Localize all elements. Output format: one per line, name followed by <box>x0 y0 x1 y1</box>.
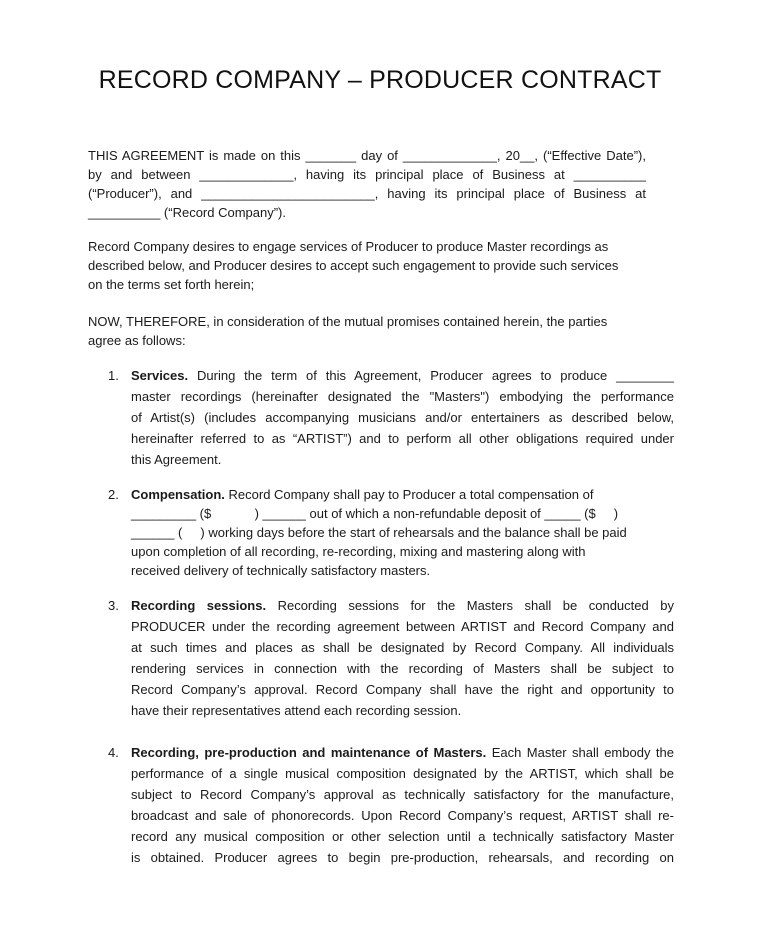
section-line: performance of a single musical composition designated by the ARTIST, which shall be <box>131 766 674 781</box>
now-line: NOW, THEREFORE, in consideration of the mutual promises contained herein, the parties <box>88 314 608 329</box>
section-first-line <box>131 742 674 763</box>
section-line: rendering services in connection with the recording of Masters shall be subject to <box>131 661 674 676</box>
intro-line: (“Producer”), and ________________________, having its principal place of Business at <box>88 186 646 201</box>
section-line: ______ ( ) working days before the start of rehearsals and the balance shall be paid <box>131 525 627 540</box>
section-body <box>131 595 674 721</box>
section-first-line-text: During the term of this Agreement, Producer agrees to produce ________ <box>188 368 674 383</box>
section-number: 3. <box>108 598 119 613</box>
section-number: 2. <box>108 487 119 502</box>
section-line: broadcast and sale of phonorecords. Upon Record Company’s request, ARTIST shall re- <box>131 808 674 823</box>
contract-title: RECORD COMPANY – PRODUCER CONTRACT <box>98 66 662 94</box>
section-heading: Recording sessions. <box>131 598 267 613</box>
intro-line: THIS AGREEMENT is made on this _______ day of _____________, 20__, (“Effective Date”), <box>88 148 646 163</box>
intro-line: by and between _____________, having its principal place of Business at __________ <box>88 167 646 182</box>
section-number: 4. <box>108 745 119 760</box>
section-body <box>131 485 674 580</box>
desire-paragraph <box>88 237 646 294</box>
section-line: of Artist(s) (includes accompanying musicians and/or entertainers as described below, <box>131 410 674 425</box>
section-line: hereinafter referred to as “ARTIST”) and to perform all other obligations required under <box>131 431 674 446</box>
section-body <box>131 742 674 868</box>
intro-paragraph <box>88 146 646 222</box>
section-first-line-text: Record Company shall pay to Producer a total compensation of <box>224 487 594 502</box>
section-first-line-text: Recording sessions for the Masters shall be conducted by <box>266 598 674 613</box>
now-line: agree as follows: <box>88 333 186 348</box>
section-line: have their representatives attend each recording session. <box>131 703 462 718</box>
section-line: master recordings (hereinafter designated the "Masters") embodying the performance <box>131 389 674 404</box>
section-number: 1. <box>108 368 119 383</box>
desire-line: on the terms set forth herein; <box>88 277 255 292</box>
section-line: PRODUCER under the recording agreement between ARTIST and Record Company and <box>131 619 674 634</box>
section-first-line <box>131 485 674 504</box>
section-heading: Services. <box>131 368 189 383</box>
section-line: at such times and places as shall be designated by Record Company. All individuals <box>131 640 674 655</box>
section-heading: Recording, pre-production and maintenance of Masters. <box>131 745 487 760</box>
section-body <box>131 365 674 470</box>
section-line: subject to Record Company’s approval as technically satisfactory for the manufacture, <box>131 787 674 802</box>
section-line: record any musical composition or other selection until a technically satisfactory Master <box>131 829 674 844</box>
section-first-line <box>131 365 674 386</box>
section-line: is obtained. Producer agrees to begin pre-production, rehearsals, and recording on <box>131 850 674 865</box>
section-line: received delivery of technically satisfactory masters. <box>131 563 431 578</box>
desire-line: Record Company desires to engage services of Producer to produce Master recordings as <box>88 239 609 254</box>
section-first-line <box>131 595 674 616</box>
intro-line: __________ (“Record Company”). <box>88 205 286 220</box>
section-line: upon completion of all recording, re-recording, mixing and mastering along with <box>131 544 586 559</box>
desire-line: described below, and Producer desires to accept such engagement to provide such services <box>88 258 619 273</box>
section-line: this Agreement. <box>131 452 222 467</box>
section-heading: Compensation. <box>131 487 225 502</box>
section-first-line-text: Each Master shall embody the <box>486 745 674 760</box>
section-line: _________ ($ ) ______ out of which a non-refundable deposit of _____ ($ ) <box>131 506 619 521</box>
section-line: Record Company’s approval. Record Company shall have the right and opportunity to <box>131 682 674 697</box>
now-therefore-paragraph <box>88 312 646 350</box>
